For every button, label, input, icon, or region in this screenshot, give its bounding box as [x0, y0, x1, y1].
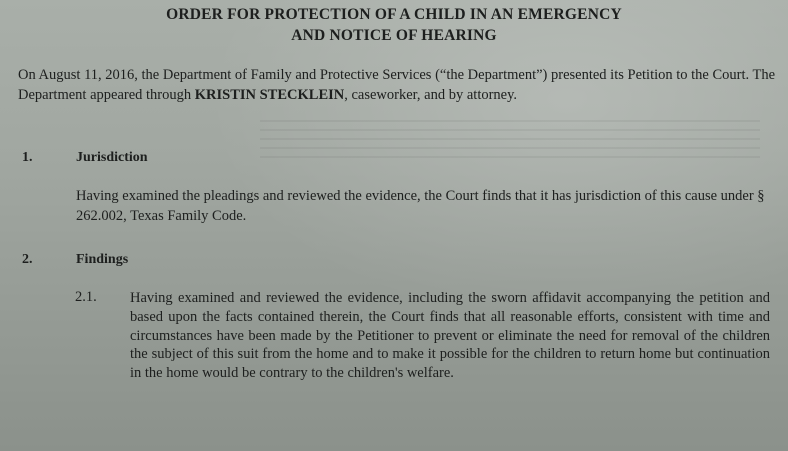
subsection-number: 2.1. — [75, 289, 97, 305]
section-title-findings: Findings — [76, 252, 129, 267]
section-number-jurisdiction: 1. — [22, 150, 33, 165]
bleed-through-text — [260, 120, 760, 160]
intro-paragraph — [18, 66, 778, 105]
caseworker-name: KRISTIN STECKLEIN — [194, 86, 345, 103]
findings-paragraph: Having examined and reviewed the evidence, including the sworn affidavit accompanying the petition and based upon the facts contained therein, the Court finds that all reasonable efforts, consistent with time and circumstances have been made by the Petitioner to prevent or eliminate the need for removal of the children the subject of this suit from the home and to make it possible for the children to return home but continuation in the home would be contrary to the children's welfare. — [130, 290, 770, 382]
section-number-findings: 2. — [22, 252, 33, 267]
section-title-jurisdiction: Jurisdiction — [76, 150, 148, 165]
document-title-line-1: ORDER FOR PROTECTION OF A CHILD IN AN EMERGENCY — [166, 6, 622, 23]
intro-text-before: On August 11, 2016, the Department of Family and Protective Services (“the Department”) presented its Petition to the Court. The Department appeared through — [18, 67, 776, 103]
intro-text-after: , caseworker, and by attorney. — [344, 86, 518, 103]
document-title-line-2: AND NOTICE OF HEARING — [291, 27, 497, 44]
jurisdiction-paragraph: Having examined the pleadings and reviewed the evidence, the Court finds that it has jurisdiction of this cause under § 262.002, Texas Family Code. — [76, 188, 765, 224]
